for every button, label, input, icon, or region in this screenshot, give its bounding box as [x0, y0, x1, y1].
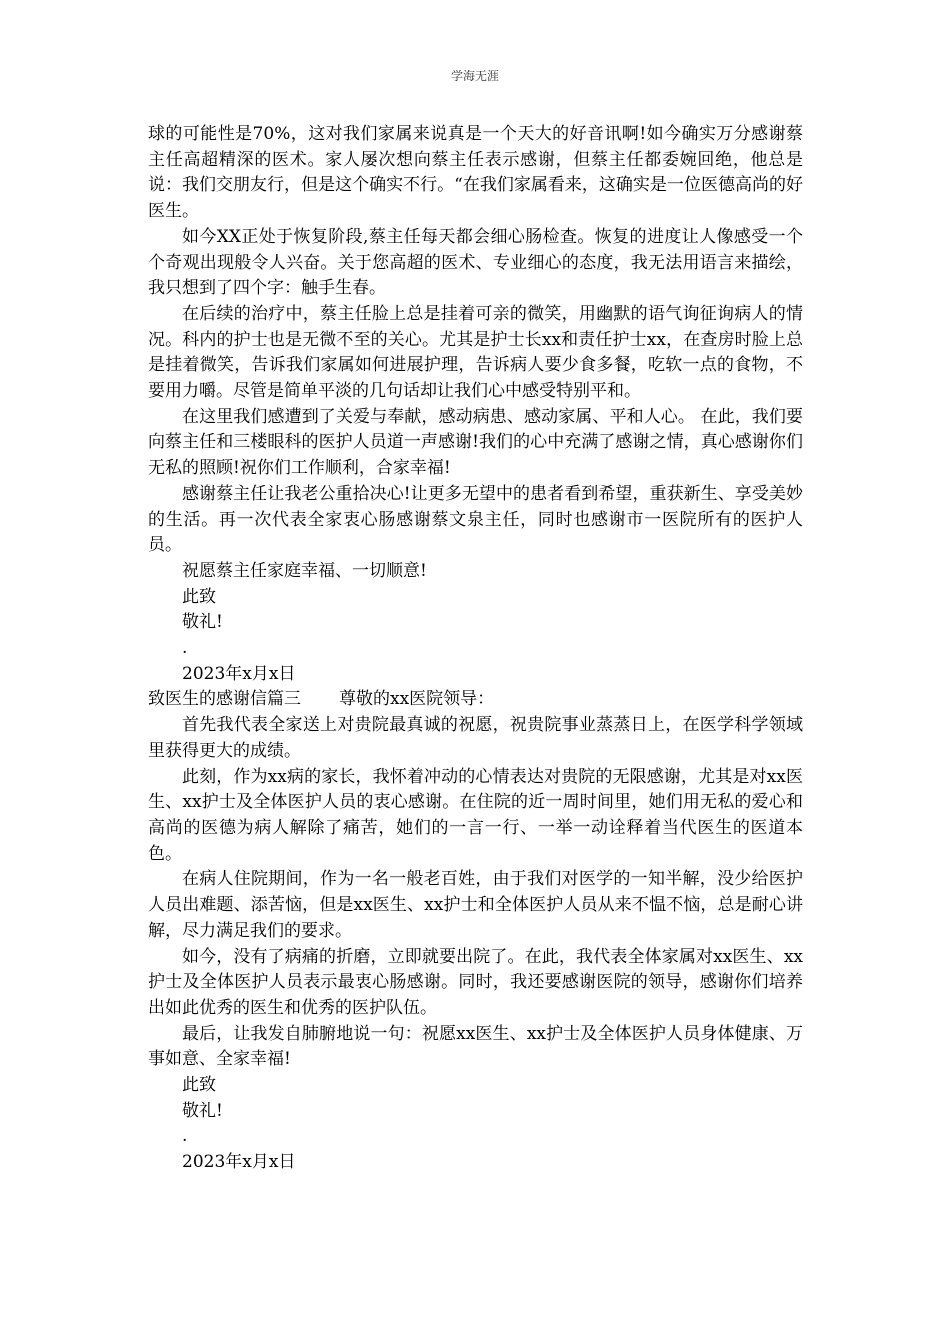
section-title-line: [148, 687, 803, 713]
paragraph: 球的可能性是70%，这对我们家属来说真是一个天大的好音讯啊!如今确实万分感谢蔡主任高超精深的医术。家人屡次想向蔡主任表示感谢，但蔡主任都委婉回绝，他总是说：我们交朋友行，但是这个确实不行。“在我们家属看来，这确实是一位医德高尚的好医生。: [148, 124, 803, 222]
page-header: 学海无涯: [450, 69, 499, 83]
letter-date: 2023年x月x日: [182, 1152, 296, 1173]
closing-line: 敬礼!: [182, 612, 223, 633]
salutation: 尊敬的xx医院领导：: [339, 689, 495, 710]
separator-dot: .: [182, 1126, 188, 1147]
document-body: [148, 122, 803, 1176]
paragraph: 如今XX正处于恢复阶段,蔡主任每天都会细心肠检查。恢复的进度让人像感受一个个奇观出现般令人兴奋。关于您高超的医术、专业细心的态度，我无法用语言来描绘，我只想到了四个字：触手生春。: [148, 226, 803, 299]
separator-dot: .: [182, 638, 188, 659]
paragraph: 此刻，作为xx病的家长，我怀着冲动的心情表达对贵院的无限感谢，尤其是对xx医生、xx护士及全体医护人员的衷心感谢。在住院的近一周时间里，她们用无私的爱心和高尚的医德为病人解除了痛苦，她们的一言一行、一举一动诠释着当代医生的医道本色。: [148, 766, 803, 864]
paragraph: 在病人住院期间，作为一名一般老百姓，由于我们对医学的一知半解，没少给医护人员出难题、添苦恼，但是xx医生、xx护士和全体医护人员从来不愠不恼，总是耐心讲解，尽力满足我们的要求。: [148, 869, 803, 941]
paragraph: 感谢蔡主任让我老公重拾决心!让更多无望中的患者看到希望，重获新生、享受美妙的生活。再一次代表全家衷心肠感谢蔡文泉主任，同时也感谢市一医院所有的医护人员。: [148, 483, 803, 556]
section-title: 致医生的感谢信篇三: [148, 689, 301, 710]
paragraph: 如今，没有了病痛的折磨，立即就要出院了。在此，我代表全体家属对xx医生、xx护士及全体医护人员表示最衷心肠感谢。同时，我还要感谢医院的领导，感谢你们培养出如此优秀的医生和优秀的医护队伍。: [148, 946, 803, 1018]
paragraph: 首先我代表全家送上对贵院最真诚的祝愿，祝贵院事业蒸蒸日上，在医学科学领域里获得更大的成绩。: [148, 715, 803, 761]
paragraph: 最后，让我发自肺腑地说一句：祝愿xx医生、xx护士及全体医护人员身体健康、万事如意、全家幸福!: [148, 1023, 803, 1070]
closing-line: 此致: [182, 586, 216, 607]
closing-line: 敬礼!: [182, 1100, 223, 1121]
paragraph: 在这里我们感遭到了关爱与奉献，感动病患、感动家属、平和人心。 在此，我们要向蔡主任和三楼眼科的医护人员道一声感谢!我们的心中充满了感谢之情，真心感谢你们无私的照顾!祝你们工作顺利，合家幸福!: [148, 406, 803, 479]
paragraph: 在后续的治疗中，蔡主任脸上总是挂着可亲的微笑，用幽默的语气询征询病人的情况。科内的护士也是无微不至的关心。尤其是护士长xx和责任护士xx，在查房时脸上总是挂着微笑，告诉我们家属如何进展护理，告诉病人要少食多餐，吃软一点的食物，不要用力嚼。尽管是简单平淡的几句话却让我们心中感受特别平和。: [148, 303, 803, 402]
closing-line: 此致: [182, 1075, 216, 1096]
paragraph: 祝愿蔡主任家庭幸福、一切顺意!: [182, 560, 427, 581]
letter-date: 2023年x月x日: [182, 663, 296, 684]
